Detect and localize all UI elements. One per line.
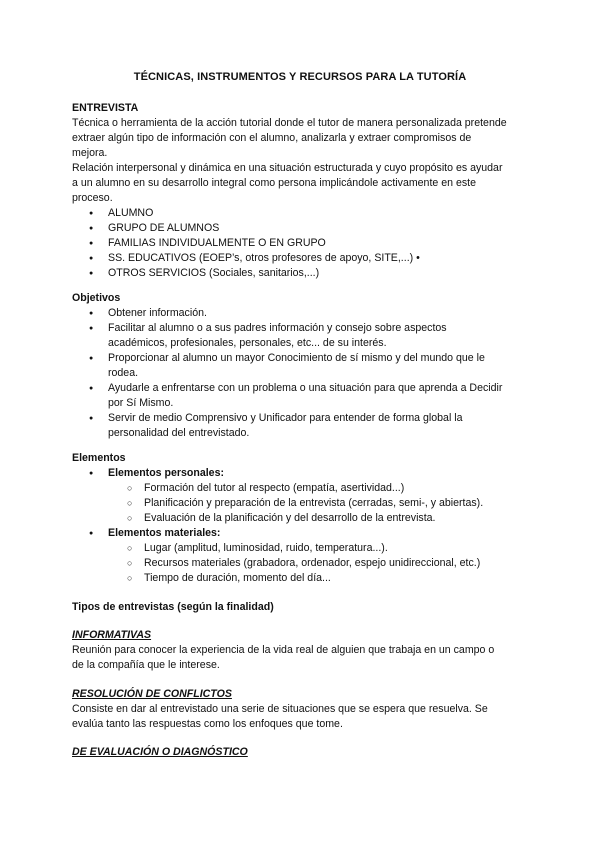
informativas-title: INFORMATIVAS <box>72 629 152 641</box>
list-item <box>72 351 532 381</box>
list-item: ○ Planificación y preparación de la entrevista (cerradas, semi-, y abiertas). <box>72 496 532 511</box>
section-informativas <box>72 628 532 673</box>
section-resolucion <box>72 687 532 732</box>
text-line: personalidad del entrevistado. <box>108 427 250 439</box>
list-item: ● GRUPO DE ALUMNOS <box>72 221 532 236</box>
section-elementos <box>72 451 532 586</box>
resolucion-title: RESOLUCIÓN DE CONFLICTOS <box>72 688 232 700</box>
entrevista-relation <box>72 161 532 206</box>
tipos-heading: Tipos de entrevistas (según la finalidad) <box>72 601 274 613</box>
materiales-label: Elementos materiales: <box>108 527 221 539</box>
text-line: Obtener información. <box>108 307 207 319</box>
objetivos-list <box>72 306 532 441</box>
text-line: Facilitar al alumno o a sus padres información y consejo sobre aspectos <box>108 322 447 334</box>
list-item <box>72 381 532 411</box>
materiales-list <box>72 541 532 586</box>
text-line: por Sí Mismo. <box>108 397 174 409</box>
personales-label: Elementos personales: <box>108 467 224 479</box>
text-line: Servir de medio Comprensivo y Unificador para entender de forma global la <box>108 412 463 424</box>
list-item: ○ Recursos materiales (grabadora, ordenador, espejo unidireccional, etc.) <box>72 556 532 571</box>
objetivos-heading: Objetivos <box>72 292 121 304</box>
list-item: ● SS. EDUCATIVOS (EOEP’s, otros profesores de apoyo, SITE,...) • <box>72 251 532 266</box>
text-line: Relación interpersonal y dinámica en una situación estructurada y cuyo propósito es ayudar <box>72 162 503 174</box>
personales-list <box>72 481 532 526</box>
text-line: académicos, profesionales, personales, etc... de su interés. <box>108 337 387 349</box>
text-line: Reunión para conocer la experiencia de la vida real de alguien que trabaja en un campo o <box>72 644 495 656</box>
text-line: Proporcionar al alumno un mayor Conocimiento de sí mismo y del mundo que le <box>108 352 485 364</box>
list-item <box>72 526 532 541</box>
text-line: de la compañía que le interese. <box>72 659 220 671</box>
list-item <box>72 306 532 321</box>
list-item: ○ Formación del tutor al respecto (empatía, asertividad...) <box>72 481 532 496</box>
document-title: TÉCNICAS, INSTRUMENTOS Y RECURSOS PARA LA TUTORÍA <box>133 71 467 83</box>
entrevista-definition <box>72 116 532 161</box>
text-line: extraer algún tipo de información con el alumno, analizarla y extraer compromisos de <box>72 132 472 144</box>
informativas-text <box>72 643 532 673</box>
resolucion-text <box>72 702 532 732</box>
list-item <box>72 411 532 441</box>
section-objetivos <box>72 291 532 441</box>
text-line: evalúa tanto las respuestas como los enfoques que tome. <box>72 718 343 730</box>
list-item: ● OTROS SERVICIOS (Sociales, sanitarios,...) <box>72 266 532 281</box>
text-line: Técnica o herramienta de la acción tutorial donde el tutor de manera personalizada pretende <box>72 117 507 129</box>
text-line: rodea. <box>108 367 139 379</box>
list-item <box>72 321 532 351</box>
section-tipos <box>72 600 532 615</box>
elementos-heading: Elementos <box>72 452 126 464</box>
list-item: ○ Tiempo de duración, momento del día... <box>72 571 532 586</box>
list-item: ○ Evaluación de la planificación y del desarrollo de la entrevista. <box>72 511 532 526</box>
list-item <box>72 466 532 481</box>
elementos-list <box>72 466 532 481</box>
entrevista-heading: ENTREVISTA <box>72 102 139 114</box>
list-item: ○ Lugar (amplitud, luminosidad, ruido, temperatura...). <box>72 541 532 556</box>
entrevista-list <box>72 206 532 281</box>
text-line: mejora. <box>72 147 108 159</box>
evaluacion-title: DE EVALUACIÓN O DIAGNÓSTICO <box>72 746 248 758</box>
text-line: Ayudarle a enfrentarse con un problema o una situación para que aprenda a Decidir <box>108 382 503 394</box>
list-item: ● FAMILIAS INDIVIDUALMENTE O EN GRUPO <box>72 236 532 251</box>
text-line: proceso. <box>72 192 113 204</box>
text-line: Consiste en dar al entrevistado una serie de situaciones que se espera que resuelva. Se <box>72 703 488 715</box>
section-entrevista <box>72 101 532 281</box>
text-line: a un alumno en su desarrollo integral como persona implicándole activamente en este <box>72 177 476 189</box>
elementos-list-2 <box>72 526 532 541</box>
section-evaluacion <box>72 745 532 760</box>
list-item: ● ALUMNO <box>72 206 532 221</box>
